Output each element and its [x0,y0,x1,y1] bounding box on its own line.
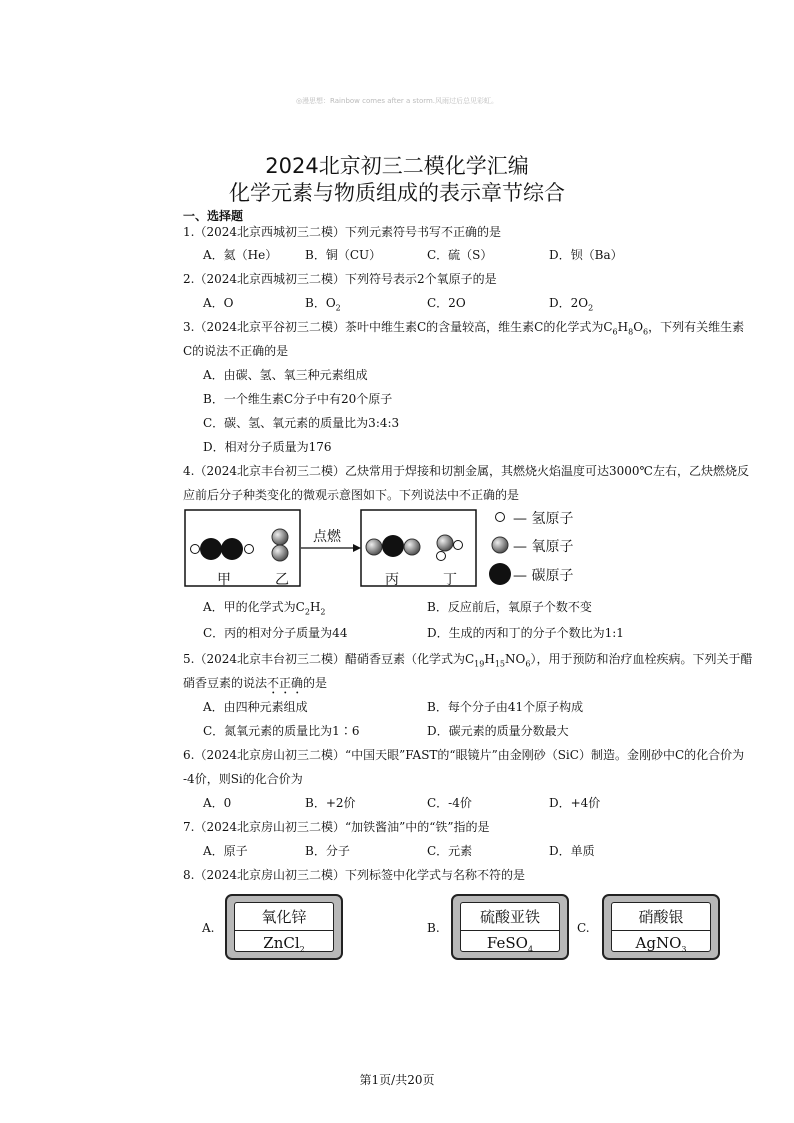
carbon-atom [200,538,222,560]
label-name: 硫酸亚铁 [479,908,540,926]
oxygen-atom [272,529,288,545]
q8-stem: 8.（2024北京房山初三二模）下列标签中化学式与名称不符的是 [183,868,525,882]
q5-opt-c: C．氮氧元素的质量比为1∶6 [203,724,360,738]
label-jia: 甲 [217,572,231,588]
q1-opt-b: B．铜（CU） [305,248,382,262]
label-plate-c [602,894,720,960]
hydrogen-atom [437,552,446,561]
carbon-atom [221,538,243,560]
label-yi: 乙 [275,572,289,588]
hydrogen-atom [245,545,254,554]
label-plate-b [451,894,569,960]
q4-opt-c: C．丙的相对分子质量为44 [203,626,348,640]
q6-stem-line2: -4价，则Si的化合价为 [183,772,303,786]
q8-opt-a-letter: A. [202,921,215,935]
watermark: ◎漫思想：Rainbow comes after a storm.风雨过后总见彩虹。 [295,97,499,105]
q3-stem-line1: 3.（2024北京平谷初三二模）茶叶中维生素C的含量较高，维生素C的化学式为$C_6H_8O_6$，下列有关维生素 [183,320,745,337]
doc-title: 2024北京初三二模化学汇编 [265,154,529,178]
q5-stem-line1: 5.（2024北京丰台初三二模）醋硝香豆素（化学式为$C_{19}H_{15}NO_6$），用于预防和治疗血栓疾病。下列关于醋 [183,652,753,669]
q6-opt-b: B．+2价 [305,796,356,810]
carbon-atom [382,535,404,557]
q5-opt-b: B．每个分子由41个原子构成 [427,700,584,714]
hydrogen-atom [191,545,200,554]
q4-opt-d: D．生成的丙和丁的分子个数比为1:1 [427,626,624,640]
q3-opt-b: B．一个维生素C分子中有20个原子 [203,392,393,406]
q1-opt-d: D．钡（Ba） [549,248,623,262]
q1-stem: 1.（2024北京西城初三二模）下列元素符号书写不正确的是 [183,225,501,239]
q4-opt-a: A．甲的化学式为$C_2H_2$ [203,600,326,617]
legend-carbon: — 碳原子 [513,568,574,584]
q3-stem-line2: C的说法不正确的是 [183,344,289,358]
q6-stem-line1: 6.（2024北京房山初三二模）“中国天眼”FAST的“眼镜片”由金刚砂（SiC）制造。金刚砂中C的化合价为 [183,748,745,762]
q3-opt-d: D．相对分子质量为176 [203,440,332,454]
doc-subtitle: 化学元素与物质组成的表示章节综合 [229,181,565,205]
q3-opt-a: A．由碳、氢、氧三种元素组成 [203,368,368,382]
hydrogen-atom [454,541,463,550]
arrow-label: 点燃 [313,529,341,545]
q7-stem: 7.（2024北京房山初三二模）“加铁酱油”中的“铁”指的是 [183,820,490,834]
q2-opt-b: B．$O_2$ [305,296,341,313]
q8-opt-b-letter: B. [427,921,440,935]
label-name: 氧化锌 [261,908,307,926]
q2-opt-d: D．$2O_2$ [549,296,594,313]
q4-stem-line2: 应前后分子种类变化的微观示意图如下。下列说法中不正确的是 [183,488,520,502]
legend-carbon-icon [489,563,511,585]
section-heading: 一、选择题 [183,209,244,223]
label-ding: 丁 [443,572,457,588]
q2-stem: 2.（2024北京西城初三二模）下列符号表示2个氧原子的是 [183,272,497,286]
q8-opt-c-letter: C. [577,921,590,935]
q7-opt-b: B．分子 [305,844,350,858]
q5-opt-d: D．碳元素的质量分数最大 [427,724,569,738]
legend-hydrogen-icon [496,513,505,522]
label-formula: FeSO$_4$ [486,934,534,954]
q2-opt-c: C．2O [427,296,466,310]
page-footer: 第1页/共20页 [359,1073,435,1087]
legend-oxygen-icon [492,537,508,553]
oxygen-atom [404,539,420,555]
label-plate-a [225,894,343,960]
q6-opt-a: A．0 [203,796,232,810]
q5-opt-a: A．由四种元素组成 [203,700,308,714]
oxygen-atom [272,545,288,561]
q5-stem-line2: 硝香豆素的说法不正确的是 [183,676,328,690]
oxygen-atom [437,535,453,551]
legend-hydrogen: — 氢原子 [513,511,574,527]
legend-oxygen: — 氧原子 [513,539,574,555]
q4-opt-b: B．反应前后，氧原子个数不变 [427,600,592,614]
q6-opt-c: C．-4价 [427,796,472,810]
q3-opt-c: C．碳、氢、氧元素的质量比为3:4:3 [203,416,400,430]
arrow-head [353,544,361,552]
q7-opt-d: D．单质 [549,844,595,858]
q6-opt-d: D．+4价 [549,796,601,810]
label-formula: AgNO$_3$ [635,934,687,954]
q1-opt-a: A．氦（He） [203,248,278,262]
q7-opt-c: C．元素 [427,844,473,858]
label-name: 硝酸银 [638,908,684,926]
label-formula: ZnCl$_2$ [263,934,305,954]
label-bing: 丙 [385,572,399,588]
oxygen-atom [366,539,382,555]
q1-opt-c: C．硫（S） [427,248,493,262]
q2-opt-a: A．O [203,296,234,310]
q7-opt-a: A．原子 [203,844,248,858]
q4-stem-line1: 4.（2024北京丰台初三二模）乙炔常用于焊接和切割金属，其燃烧火焰温度可达3000℃左右，乙炔燃烧反 [183,464,749,478]
